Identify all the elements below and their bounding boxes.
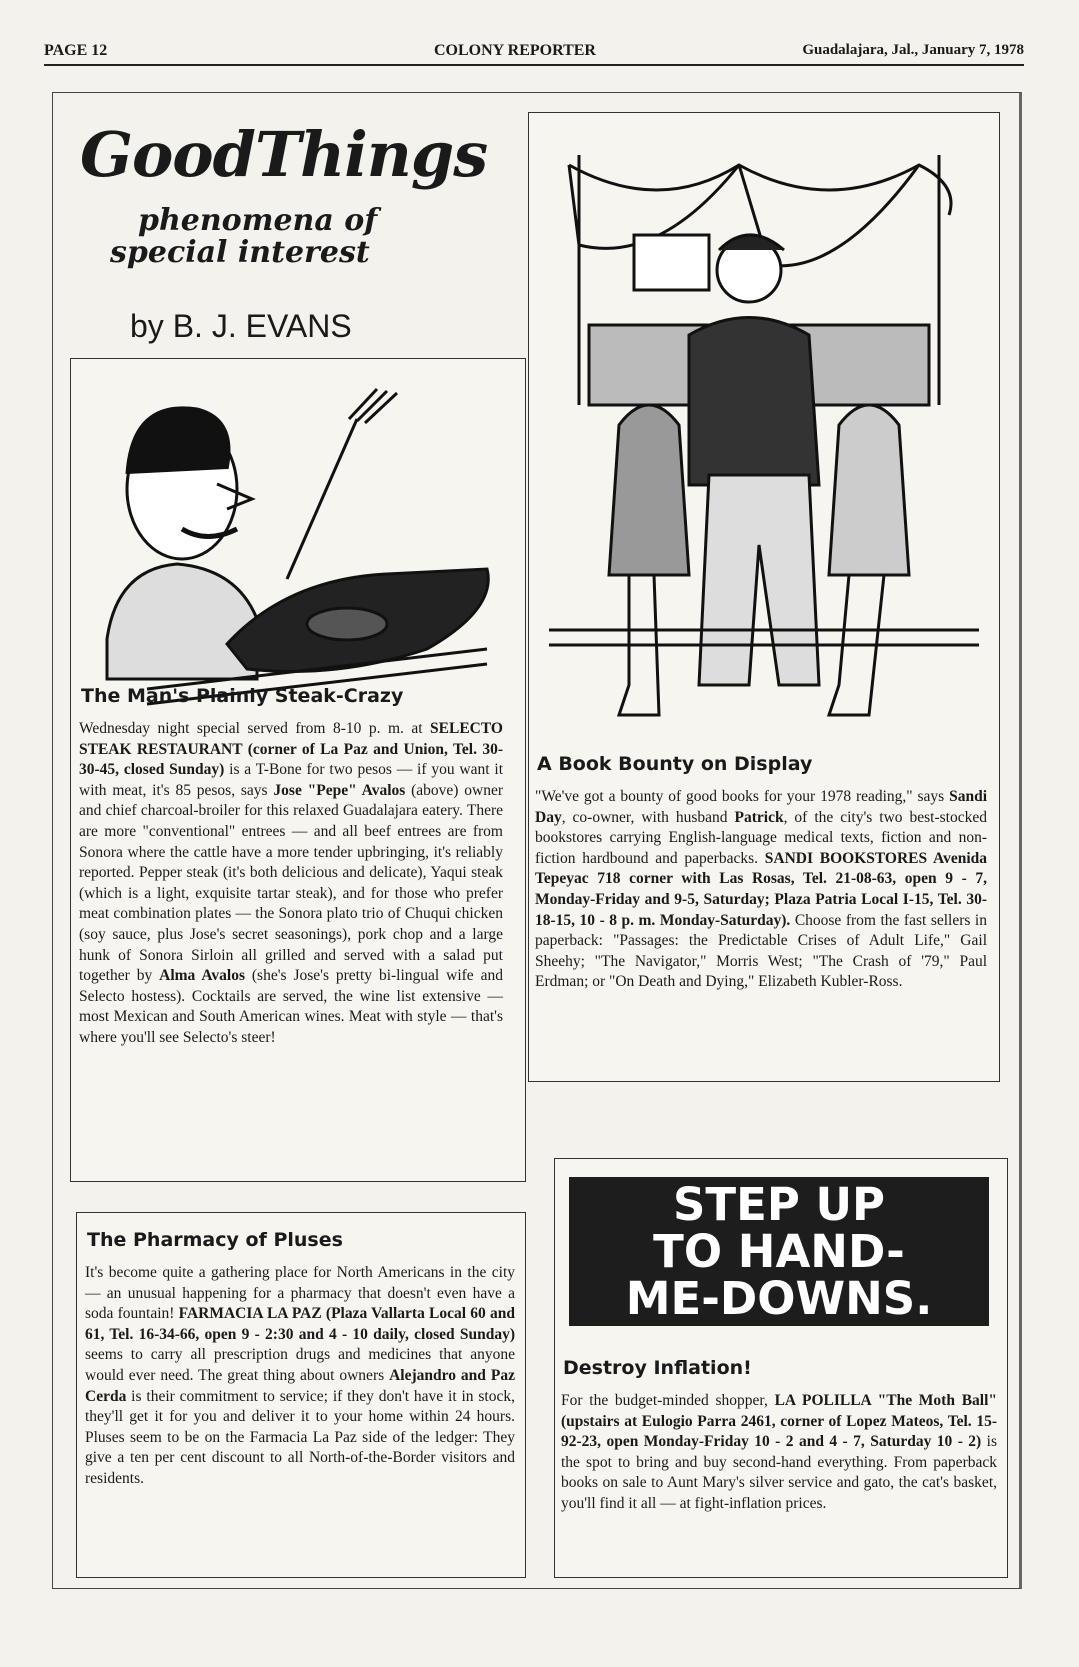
masthead <box>44 38 1024 66</box>
steak-illustration <box>87 379 507 719</box>
paper-name: COLONY REPORTER <box>434 42 596 59</box>
byline: by B. J. EVANS <box>130 308 352 344</box>
column-logo-title: GoodThings <box>80 118 488 191</box>
books-heading: A Book Bounty on Display <box>537 753 813 775</box>
shop-details: LA POLILLA "The Moth Ball" (upstairs at Eulogio Parra 2461, corner of Lopez Mateos, Tel. 15-92-23, open Monday-Friday 10 - 2 and 4 - 7, Saturday 10 - 2) <box>561 1392 998 1451</box>
steak-article <box>70 358 526 1182</box>
column-logo-subtitle <box>110 205 377 269</box>
restaurant-name: SELECTO STEAK RESTAURANT (corner of La Paz and Union, Tel. 30-30-45, closed Sunday) <box>79 720 503 779</box>
pharmacy-article <box>76 1212 526 1578</box>
books-body: "We've got a bounty of good books for your 1978 reading," says Sandi Day, co-owner, with husband Patrick, of the city's two best-stocked bookstores carrying English-language medical texts, fiction and non-fiction hardbound and paperbacks. SANDI BOOKSTORES Avenida Tepeyac 718 corner with Las Rosas, Tel. 21-08-63, open 9 - 7, Monday-Friday and 9-5, Saturday; Plaza Patria Local I-15, Tel. 30-18-15, 10 - 8 p. m. Monday-Saturday). Choose from the fast sellers in paperback: "Passages: the Predictable Crises of Adult Life," Gail Sheehy; "The Navigator," Morris West; "The Crash of '79," Paul Erdman; or "On Death and Dying," Elizabeth Kubler-Ross. <box>535 788 988 991</box>
pharmacy-body: It's become quite a gathering place for North Americans in the city — an unusual happening for a pharmacy that doesn't even have a soda fountain! FARMACIA LA PAZ (Plaza Vallarta Local 60 and 61, Tel. 16-34-66, open 9 - 2:30 and 4 - 10 daily, closed Sunday) seems to carry all prescription drugs and medicines that anyone would ever need. The great thing about owners Alejandro and Paz Cerda is their commitment to service; if they don't have it in stock, they'll get it for you and deliver it to your home within 24 hours. Pluses seem to be on the Farmacia La Paz side of the ledger: They give a ten per cent discount to all North-of-the-Border visitors and residents. <box>85 1264 515 1487</box>
pharmacy-owners: Alejandro and Paz Cerda <box>85 1366 515 1405</box>
bookstore-illustration <box>539 125 989 735</box>
husband-name: Patrick <box>734 808 784 826</box>
banner-line-3: ME-DOWNS. <box>625 1272 933 1325</box>
pharmacy-heading: The Pharmacy of Pluses <box>87 1229 343 1251</box>
page-number: PAGE 12 <box>44 42 108 59</box>
handmedowns-body: For the budget-minded shopper, LA POLILLA "The Moth Ball" (upstairs at Eulogio Parra 2461, corner of Lopez Mateos, Tel. 15-92-23, open Monday-Friday 10 - 2 and 4 - 7, Saturday 10 - 2) is the spot to bring and buy second-hand everything. From paperback books on sale to Aunt Mary's silver service and gato, the cat's basket, you'll find it all — at fight-inflation prices. <box>561 1392 998 1512</box>
books-article <box>528 112 1000 1082</box>
steak-body: Wednesday night special served from 8-10 p. m. at SELECTO STEAK RESTAURANT (corner of La Paz and Union, Tel. 30-30-45, closed Sunday) is a T-Bone for two pesos — if you want it with meat, it's 85 pesos, says Jose "Pepe" Avalos (above) owner and chief charcoal-broiler for this relaxed Guadalajara eatery. There are more "conventional" entrees — and all beef entrees are from Sonora where the cattle have a more tender upbringing, it's reliably reported. Pepper steak (it's both delicious and delicate), Yaqui steak (which is a light, exquisite tartar steak), and for those who prefer meat combination plates — the Sonora plato trio of Chuqui chicken (soy sauce, plus Jose's secret seasonings), pork chop and a large hunk of Sonora Sirloin all grilled and served with a salad put together by Alma Avalos (she's Jose's pretty bi-lingual wife and Selecto hostess). Cocktails are served, the wine list extensive — most Mexican and South American wines. Meat with style — that's where you'll see Selecto's steer! <box>79 720 503 1046</box>
pharmacy-details: FARMACIA LA PAZ (Plaza Vallarta Local 60 and 61, Tel. 16-34-66, open 9 - 2:30 and 4 - 10 daily, closed Sunday) <box>85 1305 515 1343</box>
handmedowns-heading: Destroy Inflation! <box>563 1357 752 1379</box>
co-owner-name: Sandi Day <box>535 788 987 826</box>
hostess-name: Alma Avalos <box>159 967 245 985</box>
banner-line-1: STEP UP <box>672 1178 885 1231</box>
owner-name: Jose "Pepe" Avalos <box>273 781 406 799</box>
dateline: Guadalajara, Jal., January 7, 1978 <box>802 42 1024 58</box>
subtitle-line-1: phenomena of <box>138 203 378 238</box>
handmedowns-article <box>554 1158 1008 1578</box>
subtitle-line-2: special interest <box>110 235 370 270</box>
banner-line-2: TO HAND- <box>653 1225 905 1278</box>
bookstore-details: SANDI BOOKSTORES Avenida Tepeyac 718 corner with Las Rosas, Tel. 21-08-63, open 9 - 7, Monday-Friday and 9-5, Saturday; Plaza Patria Local I-15, Tel. 30-18-15, 10 - 8 p. m. Monday-Saturday). <box>535 849 988 929</box>
handmedowns-banner <box>569 1177 989 1326</box>
steak-heading: The Man's Plainly Steak-Crazy <box>81 685 404 707</box>
